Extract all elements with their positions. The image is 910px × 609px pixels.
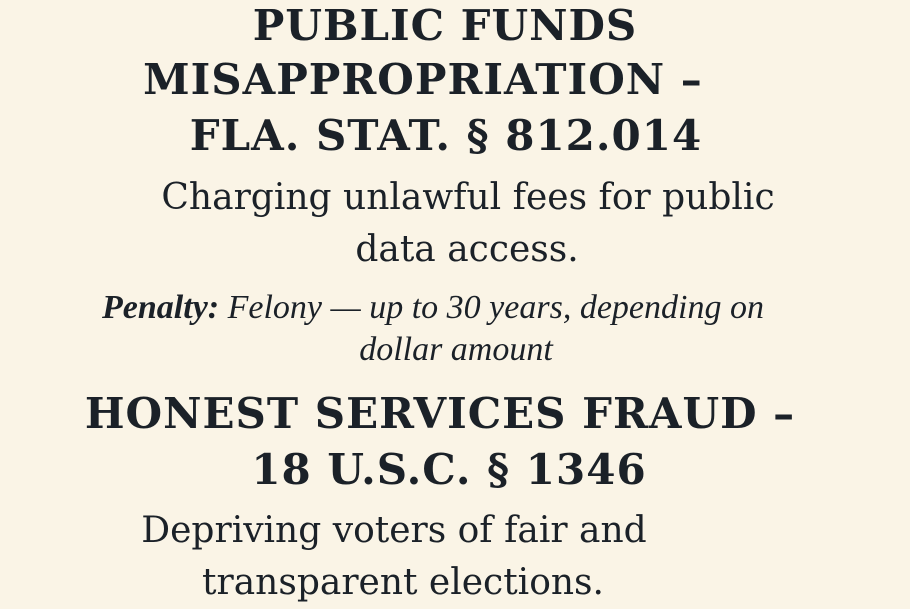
section-1-heading-line-3: FLA. STAT. § 812.014 <box>189 111 703 160</box>
section-2-heading-line-1: HONEST SERVICES FRAUD – <box>84 389 796 438</box>
section-2-description-line-1: Depriving voters of fair and <box>141 510 647 551</box>
section-1-heading-line-2: MISAPPROPRIATION – <box>143 55 703 104</box>
section-2-description-line-2: transparent elections. <box>202 562 604 603</box>
section-1-description-line-1: Charging unlawful fees for public <box>161 177 775 218</box>
penalty-label: Penalty: <box>102 289 220 326</box>
section-1-heading-line-1: PUBLIC FUNDS <box>252 1 638 50</box>
section-1-penalty-line-1 <box>0 287 866 329</box>
section-1-penalty-line-2: dollar amount <box>359 331 553 368</box>
section-2-heading-line-2: 18 U.S.C. § 1346 <box>251 445 647 494</box>
penalty-text: Felony — up to 30 years, depending on <box>227 289 764 326</box>
section-1-description-line-2: data access. <box>355 229 579 270</box>
